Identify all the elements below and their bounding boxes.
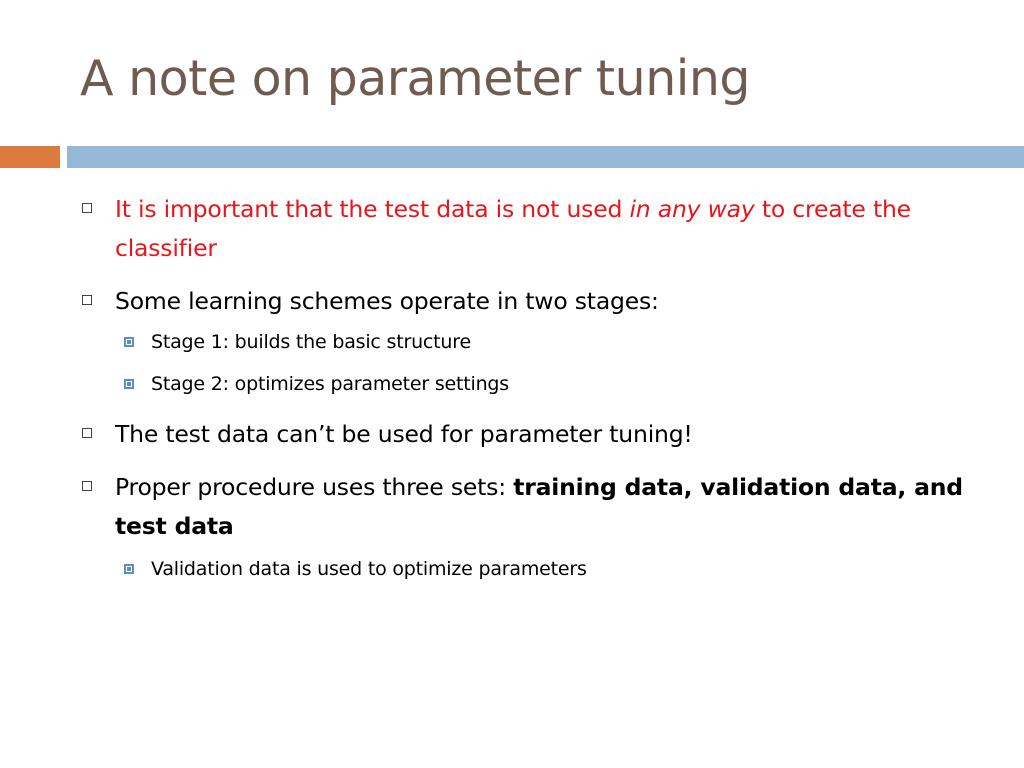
sub-bullet-stage-2 [82,369,982,399]
filled-square-icon [124,379,134,389]
bullet-text [115,190,982,268]
text-segment: Proper procedure uses three sets: [115,473,514,501]
sub-bullet-stage-1 [82,327,982,357]
bullet-list [82,190,982,599]
bold-text: training data, validation data, and test data [115,473,963,540]
hollow-square-icon [82,481,92,491]
sub-bullet-text: Stage 1: builds the basic structure [151,331,471,353]
accent-bar-blue [67,146,1024,168]
bullet-text: The test data can’t be used for parameter tuning! [115,420,693,448]
hollow-square-icon [82,428,92,438]
emphasis-text: in any way [629,195,755,223]
bullet-item-test-data-warning [82,190,982,268]
bullet-text: Some learning schemes operate in two stages: [115,287,659,315]
sub-bullet-validation [82,554,982,584]
filled-square-icon [124,337,134,347]
bullet-item-no-tuning [82,415,982,454]
accent-bar-orange [0,146,60,168]
sub-bullet-text: Validation data is used to optimize parameters [151,558,587,580]
bullet-text [115,468,982,546]
bullet-item-three-sets [82,468,982,546]
filled-square-icon [124,564,134,574]
slide-title: A note on parameter tuning [80,50,751,107]
text-segment: It is important that the test data is not used [115,195,630,223]
hollow-square-icon [82,295,92,305]
hollow-square-icon [82,203,92,213]
bullet-item-two-stages [82,282,982,321]
sub-bullet-text: Stage 2: optimizes parameter settings [151,373,509,395]
text-segment: to create the classifier [115,195,911,262]
